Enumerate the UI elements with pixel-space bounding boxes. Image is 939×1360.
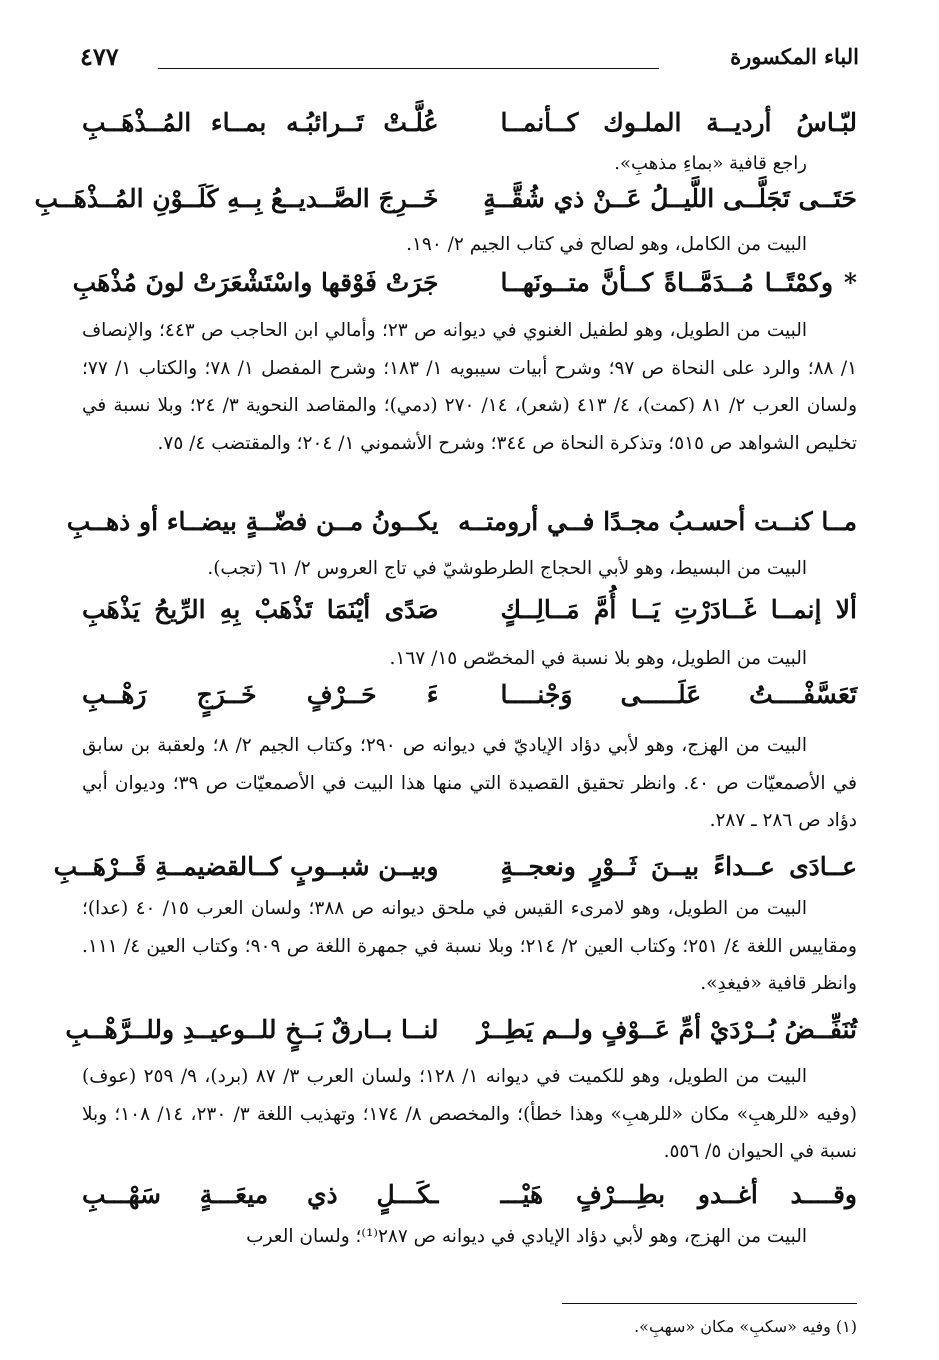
- verse-note: البيت من الهزج، وهو لأبي دؤاد الإيادي في ديوانه ص ٢٨٧⁽¹⁾؛ ولسان العرب: [246, 1226, 807, 1247]
- verse-first-hemistich: تَعَسَّفْــــتُ عَلَـــــى وَجْنــــا: [500, 680, 857, 709]
- verse-first-hemistich: * وكمْتًــا مُــدَمَّــاةً كــأنَّ متــونَهــا: [500, 268, 857, 297]
- verse-note: راجع قافية «بماءِ مذهبِ».: [614, 153, 807, 174]
- verse-second-hemistich: وبيــن شبــوبٍ كــالقضيمــةِ قَــرْهَــبِ: [53, 852, 439, 881]
- verse-note: البيت من البسيط، وهو لأبي الحجاج الطرطوشيّ في تاج العروس ٢/ ٦١ (تجب).: [207, 558, 807, 579]
- verse-note: البيت من الطويل، وهو لامرىء القيس في ملحق ديوانه ص ٣٨٨؛ ولسان العرب ١٥/ ٤٠ (عدا)؛ ومقاييس اللغة ٤/ ٢٥١؛ وكتاب العين ٢/ ٢١٤؛ وبلا نسبة في جمهرة اللغة ص ٩٠٩؛ وكتاب العين ٤/ ١١١. وانظر قافية «فيغدِ».: [82, 898, 857, 994]
- footnote-rule: [562, 1303, 857, 1304]
- verse-first-hemistich: لبّـاسُ أرديــة الملـوك كــأنمــا: [500, 108, 857, 137]
- page-header: [80, 38, 859, 88]
- verse-line: [53, 852, 857, 892]
- page-number: ٤٧٧: [80, 42, 119, 71]
- verse-second-hemistich: يكــونُ مــن فضّــةٍ بيضــاء أو ذهــبِ: [66, 507, 439, 536]
- verse-note: البيت من الطويل، وهو بلا نسبة في المخصّص ١٥/ ١٦٧.: [389, 648, 807, 669]
- verse-second-hemistich: جَرَتْ فَوْقها واسْتَشْعَرَتْ لونَ مُذْهَبِ: [72, 268, 439, 297]
- verse-second-hemistich: ـكَـــلٍ ذي ميعَـــةٍ سَهْـــبِ: [82, 1180, 439, 1209]
- verse-note: البيت من الطويل، وهو لطفيل الغنوي في ديوانه ص ٢٣؛ وأمالي ابن الحاجب ص ٤٤٣؛ والإنصاف ١/ ٨٨؛ والرد على النحاة ص ٩٧؛ وشرح أبيات سيبويه ١/ ١٨٣؛ وشرح المفصل ١/ ٧٨؛ والكتاب ١/ ٧٧؛ ولسان العرب ٢/ ٨١ (كمت)، ٤/ ٤١٣ (شعر)، ١٤/ ٢٧٠ (دمي)؛ والمقاصد النحوية ٣/ ٢٤؛ وبلا نسبة في تخليص الشواهد ص ٥١٥؛ وتذكرة النحاة ص ٣٤٤؛ وشرح الأشموني ١/ ٢٠٤؛ والمقتضب ٤/ ٧٥.: [82, 320, 858, 454]
- verse-line: [82, 680, 857, 720]
- running-title: الباء المكسورة: [730, 44, 859, 69]
- verse-first-hemistich: مــا كنــت أحسـبُ مجـدًا فــي أرومتــه: [458, 507, 857, 536]
- verse-second-hemistich: صَدًى أيْنَمَا تَذْهَبْ بِهِ الرِّيحُ يَذْهَبِ: [82, 595, 439, 624]
- verse-line: [34, 184, 857, 224]
- verse-line: [65, 1015, 857, 1055]
- verse-note: البيت من الكامل، وهو لصالح في كتاب الجيم ٢/ ١٩٠.: [406, 234, 807, 255]
- verse-line: [82, 595, 857, 635]
- footnote: (١) وفيه «سكبِ» مكان «سهبِ».: [634, 1317, 857, 1336]
- verse-note: البيت من الطويل، وهو للكميت في ديوانه ١/ ١٢٨؛ ولسان العرب ٣/ ٨٧ (برد)، ٩/ ٢٥٩ (عوف) (وفيه «للرهبِ» مكان «للرهبِ» وهذا خطأ)؛ والمخصص ٨/ ١٧٤؛ وتهذيب اللغة ٣/ ٢٣٠، ١٤/ ١٠٨؛ وبلا نسبة في الحيوان ٥/ ٥٥٦.: [82, 1066, 857, 1162]
- verse-second-hemistich: لنــا بــارقٌ بَــخٍ للــوعيــدِ وللــرَّهْــبِ: [65, 1015, 439, 1044]
- verse-second-hemistich: ءَ حَــرْفٍ خَــرَجٍ رَهْــبِ: [82, 680, 439, 709]
- verse-note: البيت من الهزج، وهو لأبي دؤاد الإياديّ في ديوانه ص ٢٩٠؛ وكتاب الجيم ٢/ ٨؛ ولعقبة بن سابق في الأصمعيّات ص ٤٠. وانظر تحقيق القصيدة التي منها هذا البيت في الأصمعيّات ص ٣٩؛ وديوان أبي دؤاد ص ٢٨٦ ـ ٢٨٧.: [82, 735, 857, 831]
- verse-line: [66, 507, 857, 547]
- verse-first-hemistich: تُنَفِّــضُ بُــرْدَيْ أمِّ عَــوْفٍ ولــم يَطِــرْ: [477, 1015, 857, 1044]
- verse-first-hemistich: وقــــد أغــدو بطِـــرْفٍ هَيْـــ: [500, 1180, 857, 1209]
- verse-second-hemistich: خَــرِجَ الصَّــديــعُ بِــهِ كَلَــوْنِ المُــذْهَــبِ: [34, 184, 439, 213]
- verse-line: [82, 108, 857, 148]
- header-rule: [158, 68, 659, 69]
- verse-first-hemistich: عــادَى عــداءً بيــنَ ثَــوْرٍ ونعجــةٍ: [500, 852, 857, 881]
- verse-line: [72, 268, 857, 308]
- verse-first-hemistich: ألا إنمــا غَــادَرْتِ يَــا أُمَّ مَــالِــكٍ: [500, 595, 857, 624]
- verse-line: [82, 1180, 857, 1220]
- verse-second-hemistich: عُلَّـتْ تَــرائبُـه بمــاء المُــذْهَــبِ: [82, 108, 439, 137]
- verse-first-hemistich: حَتَــى تَجَلَّــى اللَّيــلُ عَــنْ ذي شُقَّــةٍ: [483, 184, 857, 213]
